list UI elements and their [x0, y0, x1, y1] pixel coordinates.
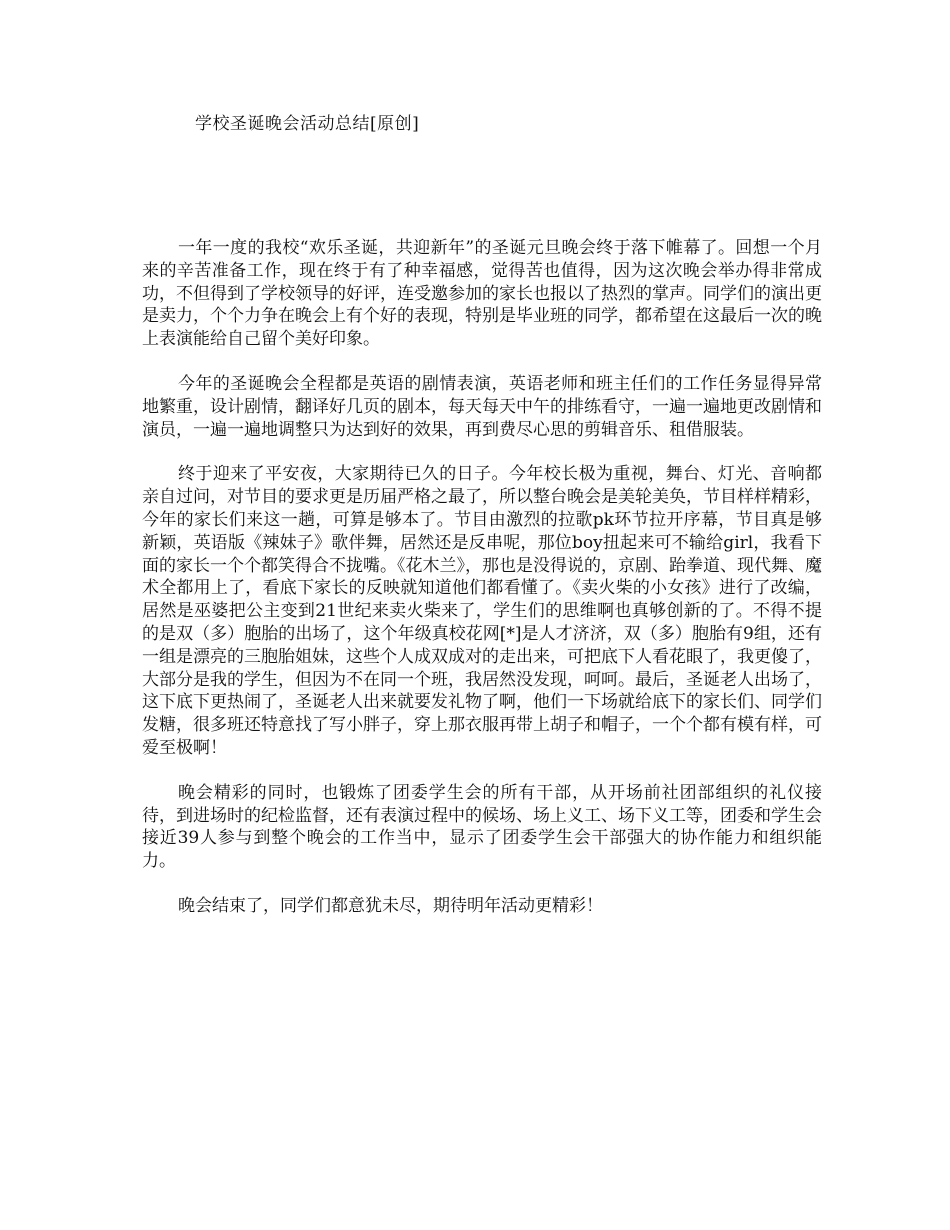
paragraph-1: 一年一度的我校“欢乐圣诞，共迎新年”的圣诞元旦晚会终于落下帷幕了。回想一个月来的辛苦准备工作，现在终于有了种幸福感，觉得苦也值得，因为这次晚会举办得非常成功，不但得到了学校领导的好评，连受邀参加的家长也报以了热烈的掌声。同学们的演出更是卖力，个个力争在晚会上有个好的表现，特别是毕业班的同学，都希望在这最后一次的晚上表演能给自己留个美好印象。: [142, 238, 822, 350]
paragraph-4: 晚会精彩的同时，也锻炼了团委学生会的所有干部，从开场前社团部组织的礼仪接待，到进场时的纪检监督，还有表演过程中的候场、场上义工、场下义工等，团委和学生会接近39人参与到整个晚会的工作当中，显示了团委学生会干部强大的协作能力和组织能力。: [142, 782, 822, 872]
paragraph-3: 终于迎来了平安夜，大家期待已久的日子。今年校长极为重视，舞台、灯光、音响都亲自过问，对节目的要求更是历届严格之最了，所以整台晚会是美轮美奂，节目样样精彩，今年的家长们来这一趟，可算是够本了。节目由激烈的拉歌pk环节拉开序幕，节目真是够新颖，英语版《辣妹子》歌伴舞，居然还是反串呢，那位boy扭起来可不输给girl，我看下面的家长一个个都笑得合不拢嘴。《花木兰》，那也是没得说的，京剧、跆拳道、现代舞、魔术全都用上了，看底下家长的反映就知道他们都看懂了。《卖火柴的小女孩》进行了改编，居然是巫婆把公主变到21世纪来卖火柴来了，学生们的思维啊也真够创新的了。不得不提的是双（多）胞胎的出场了，这个年级真校花网[*]是人才济济，双（多）胞胎有9组，还有一组是漂亮的三胞胎姐妹，这些个人成双成对的走出来，可把底下人看花眼了，我更傻了，大部分是我的学生，但因为不在同一个班，我居然没发现，呵呵。最后，圣诞老人出场了，这下底下更热闹了，圣诞老人出来就要发礼物了啊，他们一下场就给底下的家长们、同学们发糖，很多班还特意找了写小胖子，穿上那衣服再带上胡子和帽子，一个个都有模有样，可爱至极啊！: [142, 464, 822, 758]
document-title: 学校圣诞晚会活动总结[原创]: [195, 114, 420, 134]
paragraph-2: 今年的圣诞晚会全程都是英语的剧情表演，英语老师和班主任们的工作任务显得异常地繁重，设计剧情，翻译好几页的剧本，每天每天中午的排练看守，一遍一遍地更改剧情和演员，一遍一遍地调整只为达到好的效果，再到费尽心思的剪辑音乐、租借服装。: [142, 373, 822, 440]
document-body: [142, 237, 822, 940]
paragraph-5: 晚会结束了，同学们都意犹未尽，期待明年活动更精彩！: [178, 895, 603, 916]
